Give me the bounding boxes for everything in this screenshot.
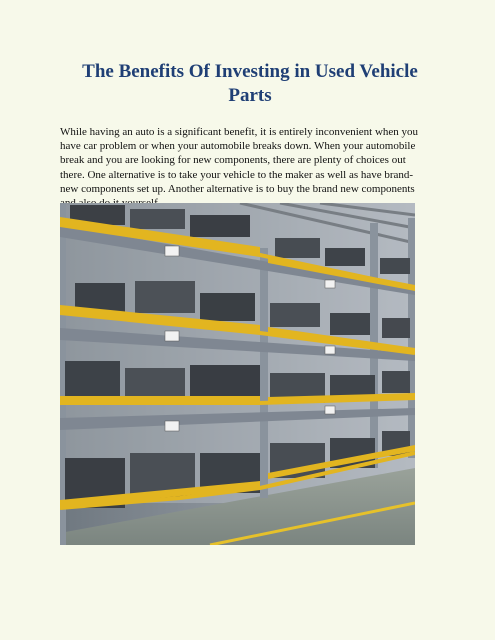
body-paragraph: [60, 125, 440, 210]
body-line-4: there. One alternative is to take your vehicle to the maker as well as have brand-: [60, 168, 414, 181]
warehouse-illustration: [60, 203, 415, 545]
page-title: [60, 60, 440, 108]
body-line-2: have car problem or when your automobile breaks down. When your automobile: [60, 140, 416, 153]
title-line-2: Parts: [228, 85, 272, 106]
body-line-5: new components set up. Another alternative is to buy the brand new components: [60, 182, 415, 195]
warehouse-engine-rack-photo: [60, 203, 415, 545]
body-line-3: break and you are looking for new components, there are plenty of choices out: [60, 154, 406, 167]
body-line-1: While having an auto is a significant benefit, it is entirely inconvenient when you: [60, 126, 419, 138]
title-line-1: The Benefits Of Investing in Used Vehicle: [82, 61, 418, 82]
